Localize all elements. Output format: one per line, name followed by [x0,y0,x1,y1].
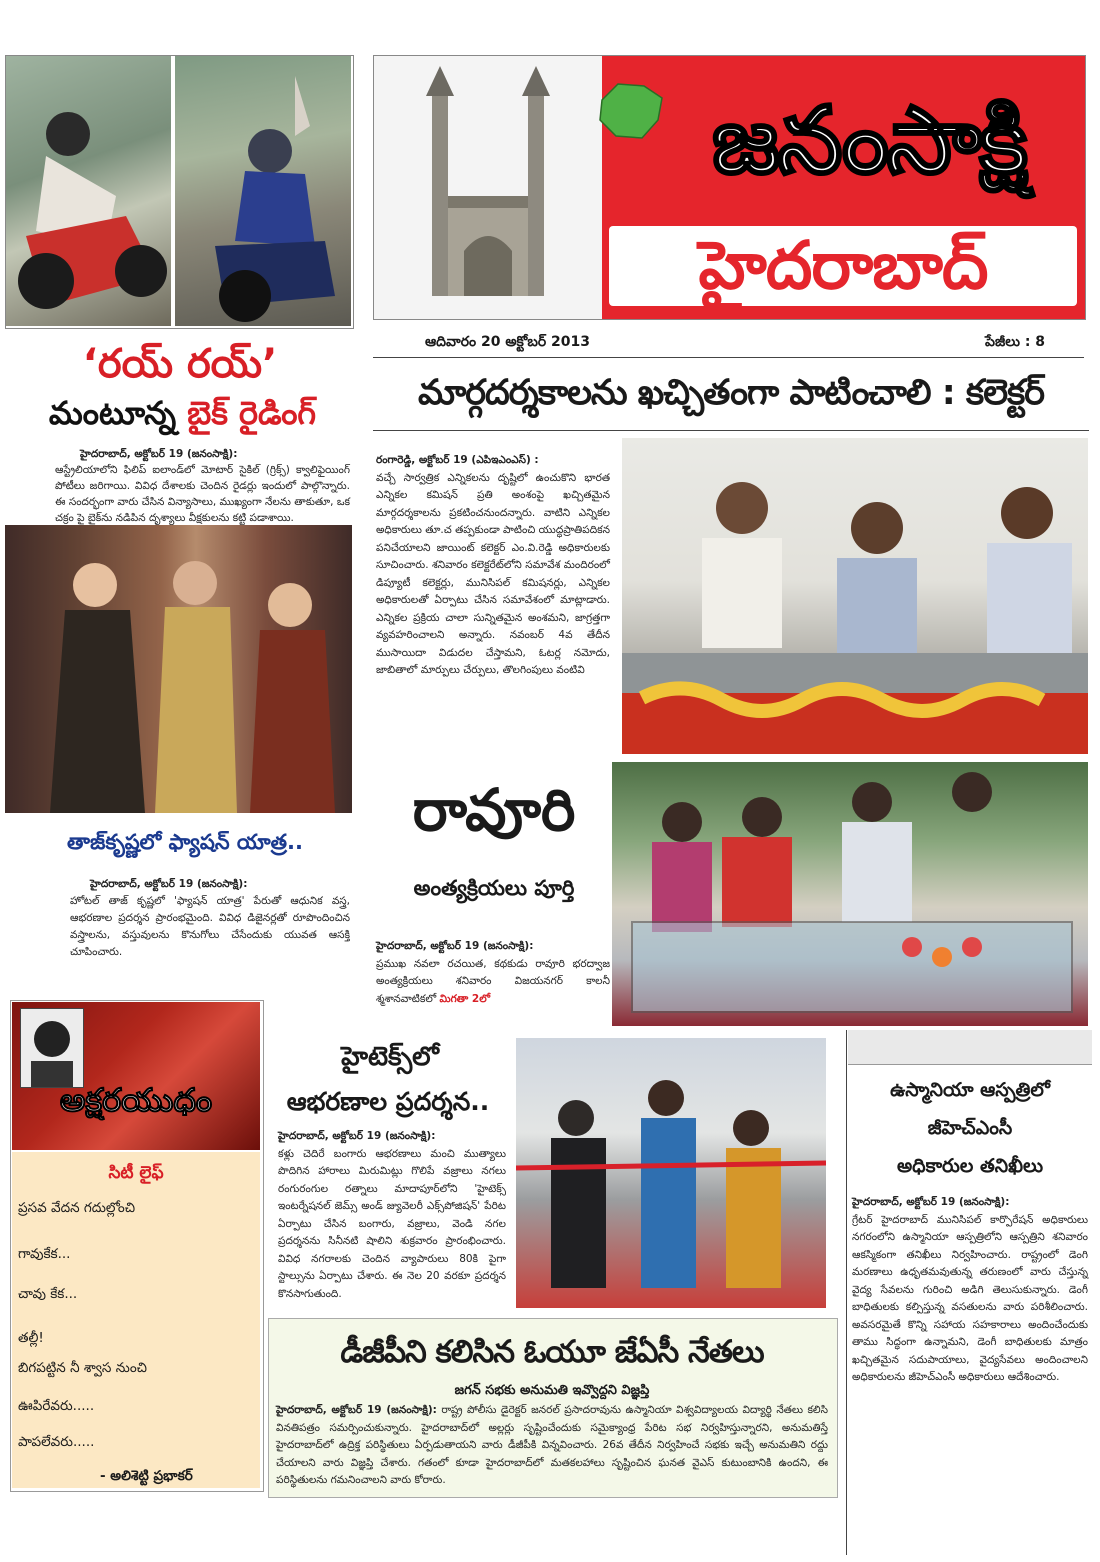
ravuri-story-body [376,938,610,1008]
fashion-story-body [70,876,350,961]
meeting-illustration [622,438,1088,754]
column-logo [12,1002,260,1150]
bike-headline-bottom-a: మంటూన్న [48,394,188,432]
bike-story-body [55,446,350,526]
ribbon-cutting-illustration [516,1038,826,1308]
fashion-models-illustration [5,525,352,813]
lead-story-text: వచ్చే సార్వత్రిక ఎన్నికలను దృష్టిలో ఉంచుకొని భారత ఎన్నికల కమిషన్ ప్రతి అంశంపై ఖచ్చితమైన మార్గదర్శకాలను ప్రకటించనుందన్నారు. వాటిని ఎన్నికల అధికారులు తూ.చ తప్పకుండా పాటించి యుద్ధప్రాతిపదికన పనిచేయాలని జాయింట్ కలెక్టర్ ఎం.వి.రెడ్డి అధికారులకు సూచించారు. శనివారం కలెక్టరేట్‌లోని సమావేశ మందిరంలో డిప్యూటీ కలెక్టర్లు, మునిసిపల్ కమిషనర్లు, ఎన్నికల అధికారులతో ఏర్పాటు చేసిన సమావేశంలో మాట్లాడారు. ఎన్నికల ప్రక్రియ చాలా సున్నితమైన అంశమని, జాగ్రత్తగా వ్యవహరించాలని అన్నారు. నవంబర్ 4వ తేదీన ముసాయిదా విడుదల చేస్తామని, ఓటర్ల నమోదు, జాబితాలో మార్పులు చేర్పులు, తొలగింపులు వంటివి [376,471,610,676]
osmania-headline-line3: అధికారుల తనిఖీలు [896,1155,1044,1177]
hitex-headline-line2: ఆభరణాల ప్రదర్శన.. [286,1087,490,1116]
fashion-photo [5,525,352,813]
ou-jac-headline: డీజీపీని కలిసిన ఓయూ జేఏసీ నేతలు [340,1334,764,1370]
osmania-left-rule [846,1030,847,1555]
issue-date: ఆదివారం 20 అక్టోబర్ 2013 [425,334,591,350]
lead-story-body [376,452,610,680]
column-author: - అలిశెట్టి ప్రభాకర్ [100,1468,193,1484]
lead-headline: మార్గదర్శకాలను ఖచ్చితంగా పాటించాలి : కలెక్టర్ [417,373,1045,413]
ou-jac-story-text: రాష్ట్ర పోలీసు డైరెక్టర్ జనరల్ ప్రసాదరావును ఉస్మానియా విశ్వవిద్యాలయ విద్యార్థి నేతలు కలిసి వినతిపత్రం సమర్పించుకున్నారు. హైదరాబాద్‌లో అల్లర్లు సృష్టించేందుకు సమైక్యాంధ్ర పేరిట సభ నిర్వహిస్తున్నారని, అనుమతిస్తే హైదరాబాద్‌లో ఉద్రిక్త పరిస్థితులు ఏర్పడుతాయని వారు డీజీపీకి విన్నవించారు. 26వ తేదీన నిర్వహించే సభకు ఇచ్చే అనుమతిని రద్దు చేయాలని వారు విజ్ఞప్తి చేశారు. గతంలో కూడా హైదరాబాద్‌లో మతకలహాలు సృష్టించిన ఘనత వైఎస్ కుటుంబానికి ఉందని, ఈ పరిస్థితులను గమనించాలని వారు కోరారు. [276,1404,828,1486]
collector-meeting-photo [622,438,1088,754]
hitex-story-body [278,1128,506,1303]
ou-jac-story-dateline: హైదరాబాద్, అక్టోబర్ 19 (జనంసాక్షి): [276,1404,437,1416]
osmania-headline-line2: జీహెచ్ఎంసీ [927,1117,1013,1139]
bike-story-dateline: హైదరాబాద్, అక్టోబర్ 19 (జనంసాక్షి): [80,448,238,460]
column-line-5: బిగపట్టిన నీ శ్వాస నుంచి [18,1360,148,1376]
hitex-story-text: కళ్లు చెదిరే బంగారు ఆభరణాలు మంచి ముత్యాలు పొదిగిన హారాలు మిరుమిట్లు గొలిపే వజ్రాలు నగలు రంగురంగుల రత్నాలు మాదాపూర్‌లోని 'హైటెక్స్ ఇంటర్నేషనల్ జెమ్స్ అండ్ జ్యువెలరీ ఎక్స్‌పోజిషన్' పేరిట ఏర్పాటు చేసిన బంగారు, వజ్రాలు, వెండి నగల ప్రదర్శనను సినీనటి షాలిని శుక్రవారం ప్రారంభించారు. వివిధ నగరాలకు చెందిన వ్యాపారులు 80కి పైగా స్టాల్సును ఏర్పాటు చేశారు. ఈ నెల 20 వరకూ ప్రదర్శన కొనసాగుతుంది. [278,1147,506,1300]
osmania-story-text: గ్రేటర్ హైదరాబాద్ మునిసిపల్ కార్పొరేషన్ అధికారులు నగరంలోని ఉస్మానియా ఆస్పత్రిలోని ఆస్పత్రిని శనివారం ఆకస్మికంగా తనిఖీలు నిర్వహించారు. రాష్ట్రంలో డెంగి మరణాలు ఉధృతమవుతున్న తరుణంలో వారు చేస్తున్న వైద్య సేవలను గురించి అడిగి తెలుసుకున్నారు. డెంగీ బాధితులకు కల్పిస్తున్న వసతులను వారు పరిశీలించారు. అవసరమైతే కొన్ని సహాయ సహకారాలు అందించేందుకు తాము సిద్ధంగా ఉన్నామని, డెంగీ బాధితులకు మాత్రం ఖచ్చితమైన సదుపాయాలు, వైద్యసేవలు అందించాలని అధికారులను జీహెచ్ఎంసీ అధికారులు ఆదేశించారు. [852,1213,1088,1383]
ravuri-funeral-photo [612,762,1088,1026]
hitex-story-dateline: హైదరాబాద్, అక్టోబర్ 19 (జనంసాక్షి): [278,1130,436,1142]
fashion-headline: తాజ్‌కృష్ణలో ఫ్యాషన్ యాత్ర.. [67,830,303,854]
edition-name: హైదరాబాద్ [698,227,988,304]
column-line-6: ఊపిరేవరు..... [18,1398,95,1414]
bike-photo-left [6,56,171,326]
ravuri-continued[interactable]: మిగతా 2లో [439,992,491,1005]
hitex-photo [516,1038,826,1308]
column-line-3: చావు కేక... [18,1286,78,1302]
page-count: పేజీలు : 8 [985,334,1046,350]
charminar-illustration [374,56,602,319]
ravuri-story-text: ప్రముఖ నవలా రచయిత, కథకుడు రావూరి భరద్వాజ అంత్యక్రియలు శనివారం విజయనగర్ కాలనీ శ్మశానవాటికలో [376,957,610,1005]
column-title: సిటీ లైఫ్ [108,1163,164,1183]
masthead [373,55,1086,320]
telangana-map-icon [596,80,668,144]
ravuri-subheadline: అంత్యక్రియలు పూర్తి [413,876,575,900]
funeral-illustration [612,762,1088,1026]
column-logo-text: అక్షరయుధం [59,1081,213,1119]
lead-story-dateline: రంగారెడ్డి, అక్టోబర్ 19 (ఎపిఇఎంఎస్) : [376,454,539,466]
column-line-1: ప్రసవ వేదన గదుల్లోంచి [18,1200,136,1216]
osmania-headline-line1: ఉస్మానియా ఆస్పత్రిలో [890,1079,1050,1101]
bike-headline-bottom [5,392,360,434]
osmania-story-dateline: హైదరాబాద్, అక్టోబర్ 19 (జనంసాక్షి): [852,1196,1010,1208]
hitex-headline-line1: హైటెక్స్‌లో [341,1042,439,1072]
date-rule [373,357,1084,358]
paper-name: జనంసాక్షి [712,87,1026,194]
bike-rider-left-illustration [6,56,171,326]
osmania-story-body [852,1194,1088,1387]
fashion-story-text: హోటల్ తాజ్ కృష్ణలో 'ఫ్యాషన్ యాత్ర' పేరుతో ఆధునిక వస్త్ర, ఆభరణాల ప్రదర్శన ప్రారంభమైంది. వివిధ డిజైనర్లతో రూపొందించిన వస్త్రాలను, వస్తువులను కొనుగోలు చేసేందుకు యువత ఆసక్తి చూపించారు. [70,895,350,958]
edition-band [609,226,1077,306]
column-line-4: తల్లీ! [18,1330,44,1346]
ou-jac-subheadline: జగన్ సభకు అనుమతి ఇవ్వొద్దని విజ్ఞప్తి [454,1383,650,1398]
column-line-2: గావుకేక... [18,1246,71,1262]
fashion-story-dateline: హైదరాబాద్, అక్టోబర్ 19 (జనంసాక్షి): [90,878,248,890]
charminar-image [374,56,602,319]
osmania-top-bar [848,1030,1092,1065]
bike-story-text: ఆస్ట్రేలియాలోని ఫిలిప్ ఐలాండ్‌లో మోటార్ సైకిల్ (గ్రిక్స్) క్వాలిఫైయింగ్ పోటీలు జరిగాయి. వివిధ దేశాలకు చెందిన రైడర్లు ఇందులో పాల్గొన్నారు. ఈ సందర్భంగా వారు చేసిన విన్యాసాలు, ముఖ్యంగా నేలను తాకుతూ, ఒక చక్రం పై బైక్‌ను నడిపిన దృశ్యాలు వీక్షకులను కట్టి పడాశాయి. [55,464,350,524]
ou-jac-story-body [276,1402,828,1490]
bike-rider-right-illustration [175,56,351,326]
bike-headline-top: ‘రయ్ రయ్’ [82,341,278,387]
bike-photo-right [175,56,351,326]
bike-headline-bottom-b: బైక్ రైడింగ్ [187,394,317,432]
ravuri-story-dateline: హైదరాబాద్, అక్టోబర్ 19 (జనంసాక్షి): [376,940,534,952]
ravuri-headline: రావూరి [412,776,576,844]
column-line-7: పాపలేవరు..... [18,1434,95,1450]
lead-headline-rule [373,430,1089,431]
